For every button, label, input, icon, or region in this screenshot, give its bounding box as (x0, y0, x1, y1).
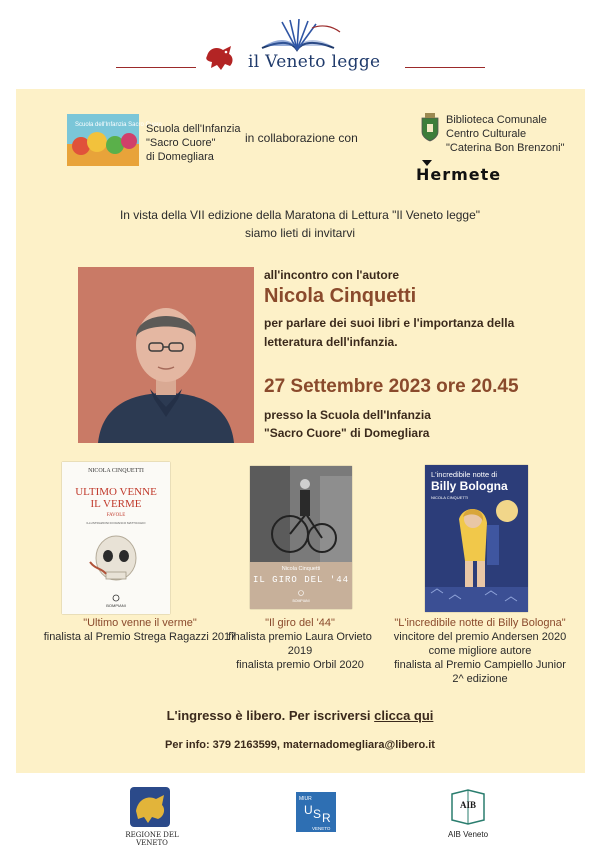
library-name-line: "Caterina Bon Brenzoni" (446, 142, 565, 154)
school-image-label: Scuola dell'Infanzia Sacro Cuore (75, 122, 162, 128)
register-link[interactable]: clicca qui (374, 708, 434, 723)
book-caption-line: come migliore autore (428, 645, 532, 657)
book-caption (40, 616, 240, 644)
header-divider-right (405, 67, 485, 68)
talk-description-line: letteratura dell'infanzia. (264, 335, 398, 349)
hermete-logo-text: Hermete (416, 165, 502, 184)
intro-line: In vista della VII edizione della Maratona di Lettura "Il Veneto legge" (119, 208, 481, 222)
library-name-line: Centro Culturale (446, 128, 527, 140)
book-cover-subtitle: FAVOLE (106, 513, 126, 518)
school-name-line: di Domegliara (146, 151, 214, 163)
intro-line: siamo lieti di invitarvi (244, 226, 356, 240)
book-caption-line: finalista premio Laura Orvieto 2019 (228, 631, 372, 657)
book-cover-billy-bologna (425, 465, 528, 612)
hermete-logo (416, 158, 520, 182)
miur-logo-text: VENETO (312, 826, 331, 831)
book-cover-publisher: BOMPIANI (292, 599, 310, 603)
book-cover-ultimo-venne-il-verme (62, 462, 170, 614)
book-caption-title: "Il giro del '44" (265, 617, 335, 629)
book-caption-line: finalista al Premio Strega Ragazzi 2017 (43, 631, 237, 643)
book-cover-title: L'incredibile notte di (431, 470, 498, 479)
book-caption-line: 2^ edizione (452, 673, 508, 685)
event-datetime: 27 Settembre 2023 ore 20.45 (264, 376, 519, 397)
book-caption-title: "L'incredibile notte di Billy Bologna" (394, 617, 566, 629)
meet-author-label: all'incontro con l'autore (264, 268, 400, 282)
book-cover-title: Billy Bologna (431, 479, 508, 493)
school-name-line: Scuola dell'Infanzia (146, 123, 241, 135)
school-name (146, 122, 246, 164)
collaboration-label: in collaborazione con (245, 131, 358, 145)
book-caption-line: finalista premio Orbil 2020 (236, 659, 364, 671)
school-name-line: "Sacro Cuore" (146, 137, 216, 149)
winged-lion-icon (203, 42, 237, 72)
library-name-line: Biblioteca Comunale (446, 114, 547, 126)
regione-veneto-lion-icon (128, 785, 172, 829)
aib-badge-text: AIB (459, 800, 477, 810)
book-cover-il-giro-del-44 (250, 466, 352, 609)
school-children-image (67, 114, 162, 166)
header-divider-left (116, 67, 196, 68)
miur-logo-text: R (322, 811, 331, 825)
author-name: Nicola Cinquetti (264, 285, 417, 307)
contact-info: Per info: 379 2163599, maternadomegliara@libero.it (165, 739, 435, 751)
book-cover-author: Nicola Cinquetti (281, 566, 321, 572)
regione-veneto-label: REGIONE DEL VENETO (125, 831, 179, 847)
municipal-crest-icon (419, 112, 441, 142)
book-caption-line: finalista al Premio Campiello Junior (394, 659, 566, 671)
book-caption-line: vincitore del premio Andersen 2020 (393, 631, 567, 643)
talk-description-line: per parlare dei suoi libri e l'importanza della (264, 316, 515, 330)
entry-text: L'ingresso è libero. Per iscriversi (166, 708, 375, 723)
book-cover-author: NICOLA CINQUETTI (88, 468, 144, 474)
book-caption (380, 616, 580, 686)
book-caption-title: "Ultimo venne il verme" (83, 617, 197, 629)
venue-line: presso la Scuola dell'Infanzia (264, 408, 431, 422)
miur-usr-veneto-logo (296, 792, 336, 832)
book-cover-author: NICOLA CINQUETTI (431, 495, 469, 500)
book-caption (215, 616, 385, 672)
book-cover-title: IL GIRO DEL '44 (252, 575, 350, 585)
entry-note (0, 708, 600, 723)
author-photo (78, 267, 254, 443)
book-cover-illustrator: ILLUSTRAZIONI DI FRANCO MATTICCHIO (86, 521, 146, 525)
miur-logo-text: MIUR (299, 796, 312, 802)
miur-logo-text: U (304, 803, 313, 817)
book-cover-publisher: BOMPIANI (106, 603, 126, 608)
open-book-icon (252, 18, 342, 54)
book-cover-title: ULTIMO VENNE (75, 486, 157, 498)
aib-book-icon (448, 786, 488, 826)
book-cover-title: IL VERME (90, 498, 142, 510)
header-title: il Veneto legge (248, 52, 381, 72)
aib-veneto-label: AIB Veneto (447, 830, 489, 839)
library-name (446, 113, 576, 155)
miur-logo-text: S (313, 807, 322, 821)
venue-line: "Sacro Cuore" di Domegliara (264, 426, 430, 440)
